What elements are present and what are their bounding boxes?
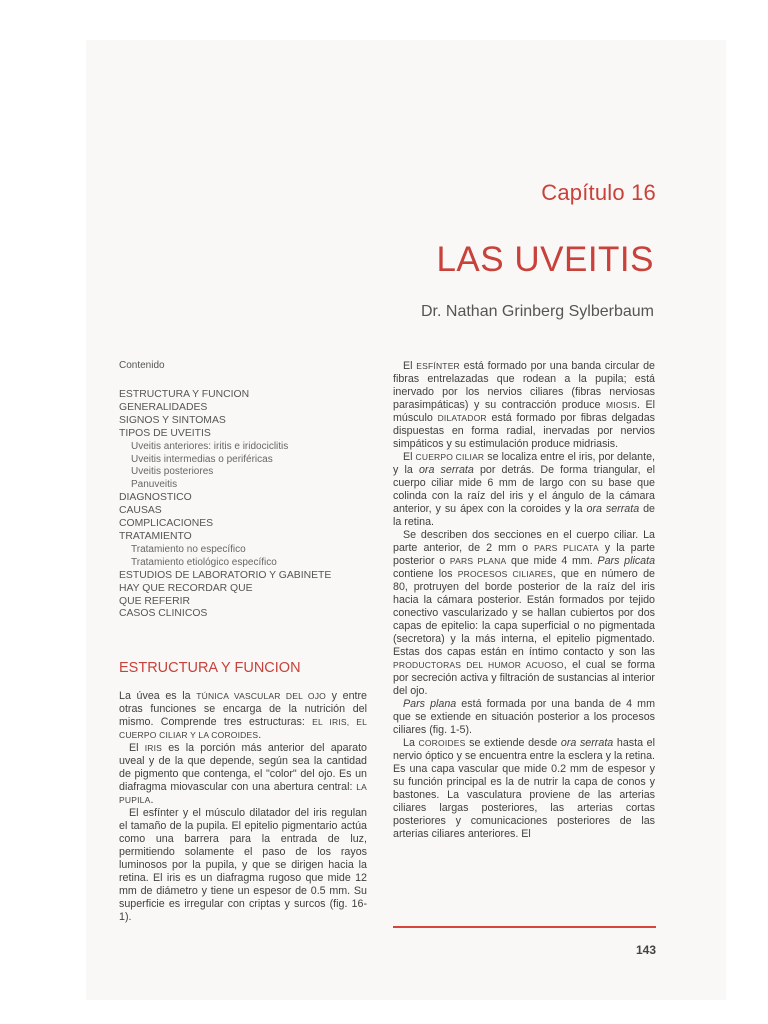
toc-item: TRATAMIENTO [119, 530, 192, 542]
body-paragraph [119, 742, 367, 807]
chapter-title: LAS UVEITIS [436, 240, 654, 279]
text-run: El esfínter y el músculo dilatador del iris regulan el tamaño de la pupila. El epitelio pigmentario actúa como una barrera para la entrada de luz, permitiendo solamente el paso de los rayos luminosos por la pupila, y que se dirigen hacia la retina. El iris es un diafragma rugoso que mide 12 mm de diámetro y tiene un espesor de 0.5 mm. Su superficie es irregular con criptas y surcos (fig. 16-1). [119, 807, 367, 924]
small-caps-term: LA PUPILA [119, 782, 367, 806]
text-run: . [258, 729, 262, 742]
text-run: se extiende desde [465, 737, 561, 749]
body-paragraph [119, 807, 367, 924]
toc-item: TIPOS DE UVEITIS [119, 427, 211, 439]
toc-subitem: Tratamiento no específico [131, 543, 246, 555]
toc-item: CASOS CLINICOS [119, 608, 208, 620]
text-run: Se describen dos secciones en el cuerpo ciliar. La parte anterior, de 2 mm o [393, 529, 655, 554]
body-paragraph [393, 451, 655, 529]
table-of-contents [119, 389, 367, 621]
text-run: . El músculo [393, 399, 655, 424]
toc-item: GENERALIDADES [119, 401, 208, 413]
small-caps-term: EL IRIS, EL CUERPO CILIAR Y LA COROIDES [119, 717, 368, 741]
small-caps-term: PRODUCTORAS DEL HUMOR ACUOSO [393, 660, 564, 670]
small-caps-term: MIOSIS [606, 400, 637, 410]
body-paragraph [393, 360, 655, 451]
text-run: es la porción más anterior del aparato uveal y de la que depende, según sea la cantidad de pigmento que contenga, el "color" del ojo. Es un diafragma miovascular con una abertura central: [119, 742, 367, 794]
italic-term: Pars plicata [597, 555, 656, 567]
left-column [119, 360, 367, 924]
toc-item: ESTUDIOS DE LABORATORIO Y GABINETE [119, 569, 332, 581]
text-run: , que en número de 80, protruyen del borde posterior de la raíz del iris hacia la cámara posterior. Están formados por tejido conectivo vascularizado y se hallan cubiertos por dos capas de epitelio: la capa superficial o no pigmentada (secretora) y la más interna, el epitelio pigmentado. Estas dos capas están en íntimo contacto y son las [393, 568, 655, 658]
chapter-label: Capítulo 16 [541, 180, 656, 205]
italic-term: ora serrata [586, 503, 640, 515]
text-run: contiene los [393, 568, 458, 580]
italic-term: ora serrata [418, 464, 474, 476]
toc-subitem: Uveitis intermedias o periféricas [131, 453, 273, 465]
text-run: El [403, 451, 416, 463]
small-caps-term: DILATADOR [437, 413, 487, 423]
text-run: y la parte posterior o [393, 542, 656, 567]
body-paragraph [393, 737, 655, 841]
italic-term: Pars plana [403, 698, 457, 710]
text-run: y entre otras funciones se encarga de la nutrición del mismo. Comprende tres estructuras: [119, 690, 367, 729]
body-paragraph [119, 690, 367, 742]
toc-item: DIAGNOSTICO [119, 492, 192, 504]
author-name: Dr. Nathan Grinberg Sylberbaum [421, 303, 654, 320]
toc-item: HAY QUE RECORDAR QUE [119, 582, 253, 594]
italic-term: ora serrata [560, 737, 614, 749]
text-run: está formada por una banda de 4 mm que se extiende en situación posterior a los procesos ciliares (fig. 1-5). [393, 698, 655, 736]
toc-subitem: Tratamiento etiológico específico [131, 556, 277, 568]
toc-subitem: Uveitis posteriores [131, 466, 214, 478]
text-run: se localiza entre el iris, por delante, y la [393, 451, 655, 476]
page-number: 143 [635, 943, 656, 957]
small-caps-term: CUERPO CILIAR [415, 452, 485, 462]
text-run: , el cual se forma por secreción activa y filtración de sustancias al interior del ojo. [393, 659, 655, 697]
small-caps-term: TÚNICA VASCULAR DEL OJO [196, 691, 326, 702]
small-caps-term: PARS PLANA [449, 556, 507, 566]
text-run: está formado por una banda circular de fibras entrelazadas que rodean a la pupila; está inervado por los nervios ciliares (fibras nerviosas parasimpáticas) y su contracción produce [393, 360, 655, 411]
right-column [393, 360, 655, 841]
text-run: está formado por fibras delgadas dispuestas en forma radial, inervadas por nervios simpáticos y su estimulación produce midriasis. [393, 412, 655, 450]
right-body-text [393, 360, 655, 841]
small-caps-term: PROCESOS CILIARES [457, 569, 553, 579]
footer-rule [393, 926, 656, 928]
text-run: El [129, 742, 145, 755]
toc-item: ESTRUCTURA Y FUNCION [119, 389, 250, 400]
text-run: de la retina. [393, 503, 655, 528]
contents-label: Contenido [119, 360, 165, 371]
text-run: por detrás. De forma triangular, el cuerpo ciliar mide 6 mm de largo con su base que colinda con la raíz del iris y el ángulo de la cámara anterior, y su ápex con la coroides y la [393, 464, 656, 515]
text-run: que mide 4 mm. [506, 555, 598, 567]
left-body-text [119, 690, 367, 924]
text-run: La úvea es la [119, 690, 197, 703]
toc-subitem: Uveitis anteriores: iritis e iridociclitis [131, 440, 289, 452]
toc-item: QUE REFERIR [119, 595, 191, 607]
text-run: La [403, 737, 419, 749]
small-caps-term: PARS PLICATA [534, 543, 599, 553]
body-paragraph [393, 529, 655, 698]
toc-item: SIGNOS Y SINTOMAS [119, 414, 226, 426]
toc-subitem: Panuveitis [131, 479, 178, 491]
text-run: hasta el nervio óptico y se encuentra entre la esclera y la retina. Es una capa vascular que mide 0.2 mm de espesor y su función principal es la de nutrir la capa de conos y bastones. La vasculatura proviene de las arterias ciliares largas posteriores, las arterias cortas posteriores y comunicaciones posteriores de las arterias ciliares anteriores. El [393, 737, 655, 840]
small-caps-term: ESFÍNTER [416, 361, 460, 371]
toc-item: CAUSAS [119, 505, 162, 517]
section-heading: ESTRUCTURA Y FUNCION [119, 660, 301, 677]
small-caps-term: IRIS [144, 743, 163, 754]
toc-item: COMPLICACIONES [119, 518, 214, 530]
small-caps-term: COROIDES [418, 738, 466, 748]
text-run: El [403, 360, 417, 372]
body-paragraph [393, 698, 655, 737]
text-run: . [150, 794, 154, 807]
